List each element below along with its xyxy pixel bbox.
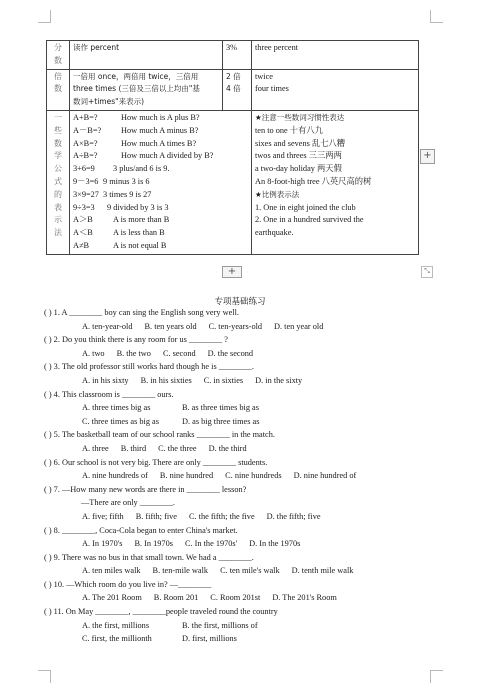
formula-reading: A is not equal B <box>113 240 167 250</box>
formula-line <box>73 240 248 253</box>
question-stem: ( ) 10. —Which room do you live in? —________ <box>44 579 212 589</box>
answer-option[interactable]: B. Room 201 <box>153 593 199 603</box>
category-char: 法 <box>54 228 62 238</box>
note-line: twos and threes 三三两两 <box>255 151 342 161</box>
note-line: 2. One in a hundred survived the <box>255 215 364 225</box>
formula-line <box>73 163 248 176</box>
category-cell-percent <box>47 41 70 70</box>
table-resize-handle[interactable]: ⤡ <box>421 266 433 278</box>
formula-line <box>73 138 248 151</box>
option-row <box>44 401 424 415</box>
question-stem: ( ) 9. There was no bus in that small town. We had a ________. <box>44 552 254 562</box>
answer-option[interactable]: B. in his sixties <box>140 375 192 385</box>
formula-line <box>73 202 248 215</box>
section-title: 专项基础练习 <box>214 297 266 307</box>
answer-option[interactable]: C. second <box>162 348 196 358</box>
answer-option[interactable]: B. fifth; five <box>135 511 177 521</box>
answer-option[interactable]: D. nine hundred of <box>293 471 357 481</box>
option-row <box>44 469 424 483</box>
answer-option[interactable]: D. first, millions <box>182 634 237 644</box>
formula-expression: A－B=? <box>73 125 102 135</box>
question-stem: ( ) 4. This classroom is ________ ours. <box>44 389 174 399</box>
percent-cn-cell <box>70 41 223 70</box>
answer-option[interactable]: A. the first, millions <box>82 620 150 630</box>
margin-corner-bottom-left <box>38 670 51 683</box>
note-line: sixes and sevens 乱七八糟 <box>255 138 346 148</box>
percent-en-cell <box>252 41 419 70</box>
formula-expression: A＜B <box>73 228 93 238</box>
note-line: ten to one 十有八九 <box>255 125 323 135</box>
category-char: 分 <box>54 43 62 52</box>
category-char: 公 <box>54 164 62 174</box>
option-row <box>44 591 424 605</box>
answer-option[interactable]: D. the fifth; five <box>266 511 321 521</box>
formula-line <box>73 214 248 227</box>
answer-option[interactable]: D. in the sixty <box>255 375 303 385</box>
question-stem: ( ) 2. Do you think there is any room for us ________ ? <box>44 335 228 345</box>
formula-expressions-cell <box>70 110 252 254</box>
percent-symbol-cell <box>223 41 252 70</box>
answer-option[interactable]: C. In the 1970s' <box>184 539 238 549</box>
answer-option[interactable]: A. ten miles walk <box>82 566 141 576</box>
answer-option[interactable]: B. the first, millions of <box>182 620 258 630</box>
answer-option[interactable]: B. the two <box>116 348 151 358</box>
formula-expression: 3+6=9 <box>73 164 95 174</box>
answer-option[interactable]: A. ten-year-old <box>82 321 133 331</box>
question-stem: ( ) 5. The basketball team of our school ranks ________ in the match. <box>44 430 275 440</box>
table-row-times <box>47 69 419 110</box>
answer-option[interactable]: A. The 201 Room <box>82 593 142 603</box>
note-line: 1. One in eight joined the club <box>255 202 356 212</box>
formula-line <box>73 176 248 189</box>
option-row <box>44 632 424 646</box>
answer-option[interactable]: C. three times as big as <box>82 416 159 426</box>
exercise-list <box>44 306 424 646</box>
formula-reading: A is less than B <box>113 228 165 238</box>
numeral-expressions-cell <box>252 110 419 254</box>
note-line: ★注意一些数词习惯性表达 <box>255 112 345 122</box>
formula-line <box>73 189 248 202</box>
formula-expression: A+B=? <box>73 112 98 122</box>
formula-line <box>73 150 248 163</box>
times-cn-line: three times (三倍及三倍以上均由"基 <box>73 84 200 94</box>
option-row <box>44 564 424 578</box>
times-en-line: four times <box>255 84 289 94</box>
formula-reading: How much is A plus B? <box>121 112 200 122</box>
category-cell-times <box>47 69 70 110</box>
option-row <box>44 415 424 429</box>
option-row <box>44 537 424 551</box>
option-row <box>44 510 424 524</box>
category-char: 学 <box>54 151 62 161</box>
times-en-line: twice <box>255 71 273 81</box>
answer-option[interactable]: B. nine hundred <box>159 471 214 481</box>
margin-corner-top-right <box>430 10 443 23</box>
formula-reading: How much A minus B? <box>121 125 199 135</box>
times-cn-cell <box>70 69 223 110</box>
answer-option[interactable]: A. three times big as <box>82 403 151 413</box>
answer-option[interactable]: C. ten mile's walk <box>220 566 280 576</box>
formula-reading: A is more than B <box>113 215 170 225</box>
table-row-formulas <box>47 110 419 254</box>
answer-option[interactable]: A. In 1970's <box>82 539 123 549</box>
numeral-reference-table <box>46 40 419 255</box>
formula-expression: A÷B=? <box>73 151 98 161</box>
percent-symbol: 3% <box>226 43 238 52</box>
category-char: 数 <box>54 84 62 94</box>
answer-option[interactable]: D. as big three times as <box>182 416 260 426</box>
question-stem: ( ) 11. On May ________, ________people traveled round the country <box>44 607 278 617</box>
answer-option[interactable]: B. ten years old <box>144 321 197 331</box>
category-char: 示 <box>54 215 62 225</box>
times-symbol: 4 倍 <box>226 84 241 94</box>
margin-corner-top-left <box>38 10 51 23</box>
category-char: 倍 <box>54 71 62 81</box>
times-cn-line: 数词+times"来表示) <box>73 97 145 107</box>
answer-option[interactable]: C. first, the millionth <box>82 634 152 644</box>
option-row <box>44 374 424 388</box>
answer-option[interactable]: C. ten-years-old <box>208 321 263 331</box>
answer-option[interactable]: D. the second <box>207 348 254 358</box>
formula-expression: A≠B <box>73 240 90 250</box>
formula-reading: How much A divided by B? <box>121 151 214 161</box>
answer-option[interactable]: C. Room 201st <box>210 593 261 603</box>
formula-expression: 9÷3=3 <box>73 202 95 212</box>
question-stem: ( ) 6. Our school is not very big. There are only ________ students. <box>44 457 268 467</box>
answer-option[interactable]: B. In 1970s <box>134 539 173 549</box>
formula-expression: A＞B <box>73 215 93 225</box>
answer-option[interactable]: A. nine hundreds of <box>82 471 148 481</box>
answer-option[interactable]: B. ten-mile walk <box>152 566 209 576</box>
formula-expression: 9－3=6 <box>73 176 99 186</box>
answer-option[interactable]: D. The 201's Room <box>272 593 337 603</box>
answer-option[interactable]: C. in sixties <box>203 375 244 385</box>
answer-option[interactable]: D. ten year old <box>274 321 324 331</box>
option-row <box>44 320 424 334</box>
formula-expression: 3×9=27 <box>73 189 99 199</box>
answer-option[interactable]: A. five; fifth <box>82 511 124 521</box>
answer-option[interactable]: C. the fifth; the five <box>188 511 255 521</box>
category-char: 些 <box>54 125 62 135</box>
category-char: 式 <box>54 176 62 186</box>
answer-option[interactable]: D. tenth mile walk <box>291 566 354 576</box>
answer-option[interactable]: C. nine hundreds <box>225 471 282 481</box>
answer-option[interactable]: B. third <box>120 443 147 453</box>
question-stem: ( ) 3. The old professor still works hard though he is ________. <box>44 362 255 372</box>
times-cn-line: 一倍用 once，两倍用 twice，三倍用 <box>73 71 199 81</box>
formula-reading: 9 divided by 3 is 3 <box>107 202 169 212</box>
note-line: An 8-foot-high tree 八英尺高的树 <box>255 176 372 186</box>
option-row <box>44 442 424 456</box>
category-char: 数 <box>54 138 62 148</box>
category-char: 表 <box>54 202 62 212</box>
answer-option[interactable]: C. the three <box>158 443 197 453</box>
table-row-percent <box>47 41 419 70</box>
formula-reading: How much A times B? <box>121 138 197 148</box>
add-row-button[interactable]: + <box>222 266 242 278</box>
times-en-cell <box>252 69 419 110</box>
question-stem: ( ) 8. ________, Coca-Cola began to enter China's market. <box>44 525 238 535</box>
percent-cn-text: 读作 percent <box>73 43 120 52</box>
formula-line <box>73 227 248 240</box>
category-cell-formulas <box>47 110 70 254</box>
percent-en-text: three percent <box>255 43 299 52</box>
answer-option[interactable]: A. in his sixty <box>82 375 129 385</box>
add-column-button[interactable]: + <box>420 149 435 164</box>
formula-reading: 9 minus 3 is 6 <box>103 176 150 186</box>
note-line: ★比例表示法 <box>255 189 300 199</box>
question-stem: ( ) 1. A ________ boy can sing the English song very well. <box>44 308 239 317</box>
answer-option[interactable]: A. two <box>82 348 105 358</box>
formula-line <box>73 112 248 125</box>
margin-corner-bottom-right <box>430 670 443 683</box>
question-sub-line: —There are only ________. <box>81 498 176 508</box>
times-symbol-cell <box>223 69 252 110</box>
formula-reading: 3 plus/and 6 is 9. <box>113 164 170 174</box>
formula-reading: 3 times 9 is 27 <box>103 189 152 199</box>
category-char: 数 <box>54 55 62 65</box>
category-char: 一 <box>54 112 62 122</box>
times-symbol: 2 倍 <box>226 71 241 81</box>
answer-option[interactable]: D. In the 1970s <box>249 539 301 549</box>
formula-line <box>73 125 248 138</box>
answer-option[interactable]: A. three <box>82 443 109 453</box>
question-stem: ( ) 7. —How many new words are there in ________ lesson? <box>44 484 247 494</box>
answer-option[interactable]: D. the third <box>208 443 247 453</box>
note-line: a two-day holiday 两天假 <box>255 164 342 174</box>
answer-option[interactable]: B. as three times big as <box>182 403 259 413</box>
formula-expression: A×B=? <box>73 138 98 148</box>
note-line: earthquake. <box>255 228 294 238</box>
category-char: 的 <box>54 189 62 199</box>
option-row <box>44 347 424 361</box>
option-row <box>44 619 424 633</box>
